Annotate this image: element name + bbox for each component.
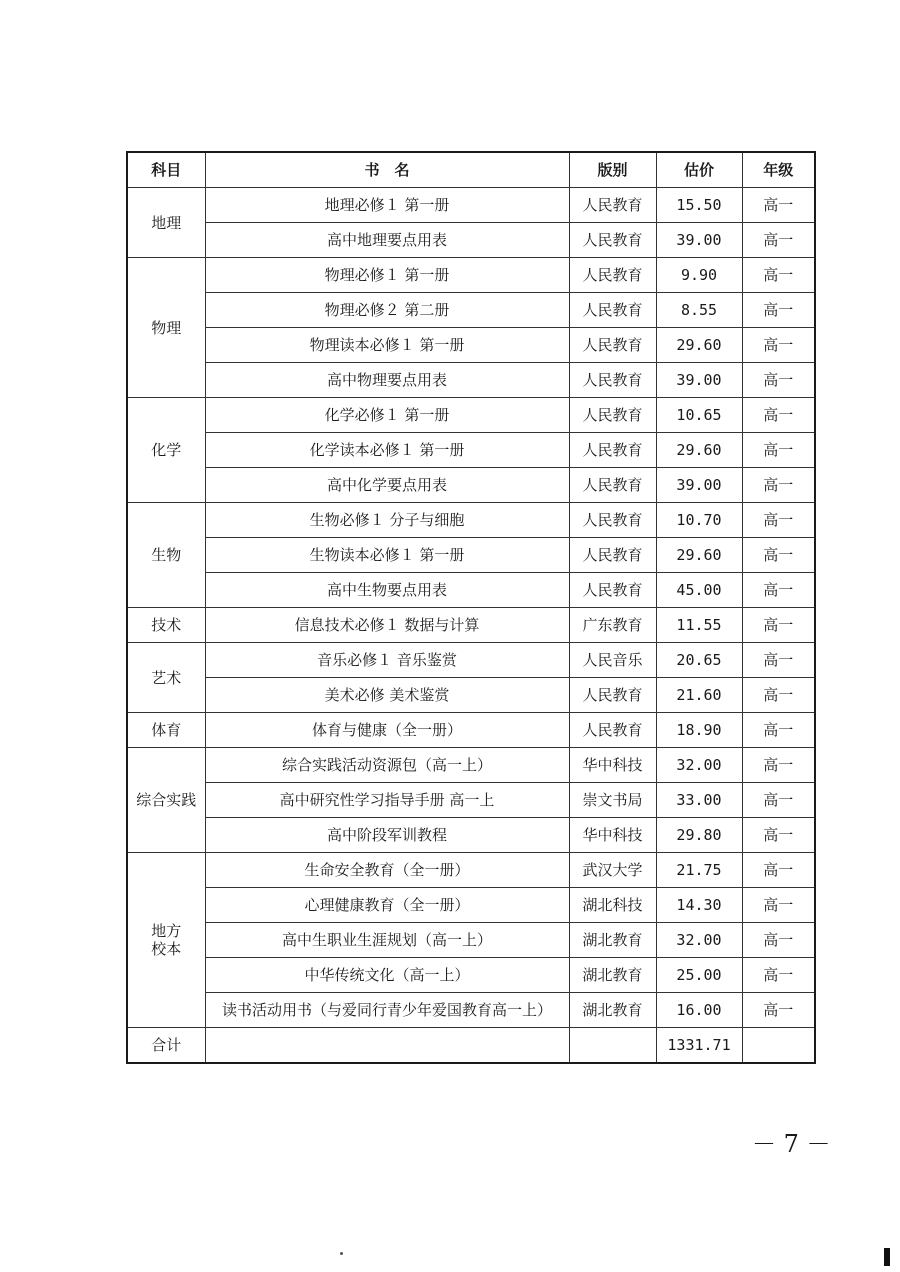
price-cell: 18.90	[656, 713, 742, 748]
subject-cell: 地方 校本	[127, 853, 205, 1028]
price-cell: 39.00	[656, 468, 742, 503]
page-number: － 7 －	[752, 1130, 831, 1158]
publisher-cell: 人民教育	[569, 678, 656, 713]
publisher-cell: 人民教育	[569, 328, 656, 363]
table-row	[127, 188, 815, 223]
title-cell: 地理必修１ 第一册	[205, 188, 569, 223]
title-cell: 生物必修１ 分子与细胞	[205, 503, 569, 538]
title-cell: 美术必修 美术鉴赏	[205, 678, 569, 713]
price-cell: 11.55	[656, 608, 742, 643]
grade-cell: 高一	[742, 363, 815, 398]
title-cell: 生物读本必修１ 第一册	[205, 538, 569, 573]
table-row	[127, 608, 815, 643]
publisher-cell: 人民教育	[569, 538, 656, 573]
title-cell: 生命安全教育（全一册）	[205, 853, 569, 888]
table-row	[127, 958, 815, 993]
price-cell: 20.65	[656, 643, 742, 678]
price-cell: 21.60	[656, 678, 742, 713]
title-cell: 音乐必修１ 音乐鉴赏	[205, 643, 569, 678]
title-cell: 高中研究性学习指导手册 高一上	[205, 783, 569, 818]
title-cell: 高中生职业生涯规划（高一上）	[205, 923, 569, 958]
price-cell: 21.75	[656, 853, 742, 888]
grade-cell: 高一	[742, 853, 815, 888]
subject-cell: 综合实践	[127, 748, 205, 853]
publisher-cell: 湖北科技	[569, 888, 656, 923]
table-row	[127, 503, 815, 538]
price-cell: 25.00	[656, 958, 742, 993]
total-grade-cell	[742, 1028, 815, 1064]
title-cell: 化学必修１ 第一册	[205, 398, 569, 433]
grade-cell: 高一	[742, 923, 815, 958]
table-row	[127, 993, 815, 1028]
header-grade: 年级	[742, 152, 815, 188]
table-row	[127, 433, 815, 468]
grade-cell: 高一	[742, 258, 815, 293]
table-row	[127, 853, 815, 888]
grade-cell: 高一	[742, 503, 815, 538]
price-cell: 29.60	[656, 433, 742, 468]
grade-cell: 高一	[742, 643, 815, 678]
textbook-table	[126, 151, 816, 1064]
publisher-cell: 华中科技	[569, 748, 656, 783]
grade-cell: 高一	[742, 223, 815, 258]
publisher-cell: 湖北教育	[569, 923, 656, 958]
title-cell: 高中地理要点用表	[205, 223, 569, 258]
price-cell: 45.00	[656, 573, 742, 608]
grade-cell: 高一	[742, 678, 815, 713]
table-row	[127, 783, 815, 818]
header-subject: 科目	[127, 152, 205, 188]
publisher-cell: 人民教育	[569, 363, 656, 398]
subject-cell: 体育	[127, 713, 205, 748]
grade-cell: 高一	[742, 328, 815, 363]
title-cell: 高中阶段军训教程	[205, 818, 569, 853]
price-cell: 14.30	[656, 888, 742, 923]
grade-cell: 高一	[742, 188, 815, 223]
grade-cell: 高一	[742, 748, 815, 783]
publisher-cell: 人民教育	[569, 293, 656, 328]
subject-cell: 生物	[127, 503, 205, 608]
price-cell: 29.60	[656, 538, 742, 573]
title-cell: 化学读本必修１ 第一册	[205, 433, 569, 468]
publisher-cell: 人民教育	[569, 713, 656, 748]
subject-cell: 技术	[127, 608, 205, 643]
total-publisher-cell	[569, 1028, 656, 1064]
publisher-cell: 华中科技	[569, 818, 656, 853]
title-cell: 心理健康教育（全一册）	[205, 888, 569, 923]
grade-cell: 高一	[742, 958, 815, 993]
table-row	[127, 223, 815, 258]
publisher-cell: 人民教育	[569, 573, 656, 608]
title-cell: 综合实践活动资源包（高一上）	[205, 748, 569, 783]
publisher-cell: 湖北教育	[569, 958, 656, 993]
table-row	[127, 573, 815, 608]
price-cell: 32.00	[656, 748, 742, 783]
grade-cell: 高一	[742, 608, 815, 643]
price-cell: 9.90	[656, 258, 742, 293]
table-row	[127, 678, 815, 713]
total-label: 合计	[127, 1028, 205, 1064]
header-publisher: 版别	[569, 152, 656, 188]
title-cell: 高中化学要点用表	[205, 468, 569, 503]
table-header-row	[127, 152, 815, 188]
publisher-cell: 人民教育	[569, 398, 656, 433]
publisher-cell: 人民教育	[569, 433, 656, 468]
title-cell: 物理必修１ 第一册	[205, 258, 569, 293]
publisher-cell: 人民教育	[569, 503, 656, 538]
price-cell: 15.50	[656, 188, 742, 223]
table-row	[127, 713, 815, 748]
publisher-cell: 崇文书局	[569, 783, 656, 818]
table-row	[127, 363, 815, 398]
table-row	[127, 328, 815, 363]
subject-cell: 物理	[127, 258, 205, 398]
price-cell: 29.60	[656, 328, 742, 363]
header-title: 书 名	[205, 152, 569, 188]
grade-cell: 高一	[742, 468, 815, 503]
publisher-cell: 湖北教育	[569, 993, 656, 1028]
title-cell: 高中物理要点用表	[205, 363, 569, 398]
publisher-cell: 人民教育	[569, 468, 656, 503]
table-row	[127, 398, 815, 433]
grade-cell: 高一	[742, 293, 815, 328]
title-cell: 高中生物要点用表	[205, 573, 569, 608]
table-body	[127, 188, 815, 1028]
title-cell: 物理必修２ 第二册	[205, 293, 569, 328]
price-cell: 32.00	[656, 923, 742, 958]
grade-cell: 高一	[742, 993, 815, 1028]
table-row	[127, 468, 815, 503]
table-row	[127, 923, 815, 958]
price-cell: 39.00	[656, 363, 742, 398]
title-cell: 信息技术必修１ 数据与计算	[205, 608, 569, 643]
subject-cell: 化学	[127, 398, 205, 503]
title-cell: 体育与健康（全一册）	[205, 713, 569, 748]
price-cell: 39.00	[656, 223, 742, 258]
price-cell: 10.70	[656, 503, 742, 538]
grade-cell: 高一	[742, 398, 815, 433]
title-cell: 中华传统文化（高一上）	[205, 958, 569, 993]
header-price: 估价	[656, 152, 742, 188]
price-cell: 8.55	[656, 293, 742, 328]
subject-cell: 艺术	[127, 643, 205, 713]
grade-cell: 高一	[742, 818, 815, 853]
table-row	[127, 888, 815, 923]
subject-cell: 地理	[127, 188, 205, 258]
publisher-cell: 广东教育	[569, 608, 656, 643]
table-row	[127, 258, 815, 293]
table-row	[127, 293, 815, 328]
publisher-cell: 人民教育	[569, 188, 656, 223]
price-cell: 29.80	[656, 818, 742, 853]
publisher-cell: 人民教育	[569, 258, 656, 293]
scan-speck	[340, 1252, 343, 1255]
grade-cell: 高一	[742, 433, 815, 468]
total-row	[127, 1028, 815, 1064]
total-price: 1331.71	[656, 1028, 742, 1064]
publisher-cell: 武汉大学	[569, 853, 656, 888]
price-cell: 16.00	[656, 993, 742, 1028]
grade-cell: 高一	[742, 538, 815, 573]
table-row	[127, 643, 815, 678]
scan-edge-mark	[884, 1248, 890, 1266]
title-cell: 物理读本必修１ 第一册	[205, 328, 569, 363]
grade-cell: 高一	[742, 573, 815, 608]
publisher-cell: 人民教育	[569, 223, 656, 258]
grade-cell: 高一	[742, 888, 815, 923]
table-row	[127, 818, 815, 853]
publisher-cell: 人民音乐	[569, 643, 656, 678]
grade-cell: 高一	[742, 783, 815, 818]
table-row	[127, 748, 815, 783]
price-cell: 10.65	[656, 398, 742, 433]
total-title-cell	[205, 1028, 569, 1064]
price-cell: 33.00	[656, 783, 742, 818]
grade-cell: 高一	[742, 713, 815, 748]
table-row	[127, 538, 815, 573]
title-cell: 读书活动用书（与爱同行青少年爱国教育高一上）	[205, 993, 569, 1028]
